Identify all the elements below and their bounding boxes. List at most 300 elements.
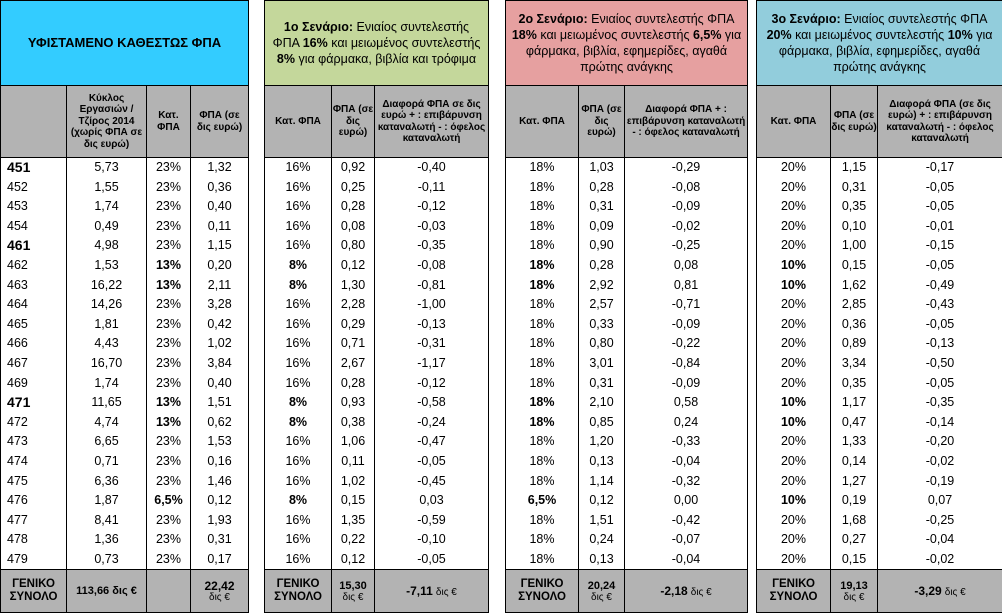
title-part: 8% — [277, 52, 295, 66]
table-cell-turnover: 0,49 — [67, 217, 146, 237]
table-cell-diff: -0,59 — [375, 511, 488, 531]
table-cell-rate: 18% — [506, 550, 578, 570]
table-cell-rate: 6,5% — [506, 491, 578, 511]
table-cell-diff: -0,09 — [625, 315, 747, 335]
table-cell-rate: 16% — [265, 158, 331, 178]
table-cell-vat: 0,15 — [831, 550, 877, 570]
table-cell-rate: 23% — [147, 158, 190, 178]
title-part: 3ο Σενάριο: — [772, 12, 841, 26]
table-cell-vat: 2,92 — [579, 276, 624, 296]
title-part: 1ο Σενάριο: — [284, 20, 353, 34]
table-cell-rate: 18% — [506, 178, 578, 198]
existing-panel-title: ΥΦΙΣΤΑΜΕΝΟ ΚΑΘΕΣΤΩΣ ΦΠΑ — [1, 1, 249, 86]
table-cell-rate: 10% — [757, 393, 830, 413]
table-cell-rate: 23% — [147, 178, 190, 198]
table-cell-vat: 0,29 — [332, 315, 374, 335]
vat-column — [332, 158, 375, 570]
table-cell-vat: 3,84 — [191, 354, 248, 374]
rate-column — [757, 158, 831, 570]
table-cell-vat: 1,27 — [831, 472, 877, 492]
table-cell-rate: 20% — [757, 197, 830, 217]
table-cell-rate: 18% — [506, 354, 578, 374]
total-label: ΓΕΝΙΚΟ ΣΥΝΟΛΟ — [757, 570, 831, 613]
table-cell-vat: 0,15 — [332, 491, 374, 511]
table-cell-rate: 18% — [506, 511, 578, 531]
table-cell-diff: -0,40 — [375, 158, 488, 178]
table-cell-vat: 0,12 — [579, 491, 624, 511]
total-difference: -3,29 δις € — [878, 570, 1002, 613]
table-cell-rate: 18% — [506, 374, 578, 394]
table-cell-rate: 13% — [147, 393, 190, 413]
table-cell-turnover: 6,65 — [67, 432, 146, 452]
total-label: ΓΕΝΙΚΟ ΣΥΝΟΛΟ — [265, 570, 332, 613]
table-cell-vat: 0,36 — [831, 315, 877, 335]
table-cell-rate: 23% — [147, 315, 190, 335]
existing-vat-panel — [0, 0, 249, 613]
table-cell-rate: 16% — [265, 295, 331, 315]
table-cell-diff: -0,05 — [878, 197, 1002, 217]
col-vat-amount: ΦΠΑ (σε δις ευρώ) — [191, 86, 249, 158]
table-cell-code: 467 — [1, 354, 66, 374]
table-cell-code: 477 — [1, 511, 66, 531]
table-cell-turnover: 1,55 — [67, 178, 146, 198]
table-cell-code: 452 — [1, 178, 66, 198]
table-cell-rate: 18% — [506, 217, 578, 237]
table-cell-rate: 8% — [265, 393, 331, 413]
table-cell-vat: 1,46 — [191, 472, 248, 492]
table-cell-turnover: 11,65 — [67, 393, 146, 413]
table-cell-vat: 0,17 — [191, 550, 248, 570]
table-cell-vat: 0,20 — [191, 256, 248, 276]
table-cell-vat: 0,89 — [831, 334, 877, 354]
table-cell-rate: 20% — [757, 158, 830, 178]
table-cell-vat: 0,15 — [831, 256, 877, 276]
table-cell-rate: 23% — [147, 511, 190, 531]
table-cell-rate: 16% — [265, 374, 331, 394]
table-cell-turnover: 4,74 — [67, 413, 146, 433]
table-cell-rate: 18% — [506, 236, 578, 256]
table-cell-vat: 0,28 — [579, 256, 624, 276]
table-cell-vat: 2,67 — [332, 354, 374, 374]
table-cell-diff: 0,00 — [625, 491, 747, 511]
table-cell-vat: 1,20 — [579, 432, 624, 452]
col-vat-rate: Κατ. ΦΠΑ — [265, 86, 332, 158]
table-cell-rate: 20% — [757, 374, 830, 394]
table-cell-diff: 0,58 — [625, 393, 747, 413]
table-cell-code: 454 — [1, 217, 66, 237]
table-cell-rate: 16% — [265, 511, 331, 531]
table-cell-diff: -0,12 — [375, 374, 488, 394]
table-cell-diff: -0,01 — [878, 217, 1002, 237]
table-cell-code: 461 — [1, 236, 66, 256]
table-cell-diff: -0,43 — [878, 295, 1002, 315]
table-cell-turnover: 1,36 — [67, 530, 146, 550]
total-vat: 22,42 δις € — [191, 570, 249, 613]
table-cell-diff: -0,13 — [375, 315, 488, 335]
table-cell-rate: 10% — [757, 491, 830, 511]
table-cell-vat: 0,40 — [191, 197, 248, 217]
table-cell-vat: 1,02 — [332, 472, 374, 492]
table-cell-vat: 0,80 — [332, 236, 374, 256]
table-cell-rate: 20% — [757, 511, 830, 531]
table-cell-vat: 1,62 — [831, 276, 877, 296]
table-cell-rate: 23% — [147, 217, 190, 237]
table-cell-code: 473 — [1, 432, 66, 452]
title-part: Ενιαίος συντελεστής ΦΠΑ — [273, 20, 469, 50]
table-cell-rate: 20% — [757, 550, 830, 570]
table-cell-diff: -0,71 — [625, 295, 747, 315]
table-cell-rate: 20% — [757, 236, 830, 256]
table-cell-rate: 16% — [265, 236, 331, 256]
table-cell-rate: 23% — [147, 530, 190, 550]
table-cell-vat: 3,28 — [191, 295, 248, 315]
table-cell-code: 451 — [1, 158, 66, 178]
table-cell-code: 475 — [1, 472, 66, 492]
table-cell-diff: -0,07 — [625, 530, 747, 550]
table-cell-diff: -0,09 — [625, 197, 747, 217]
table-cell-diff: -0,50 — [878, 354, 1002, 374]
table-cell-vat: 1,53 — [191, 432, 248, 452]
table-cell-turnover: 4,98 — [67, 236, 146, 256]
table-cell-diff: -0,05 — [375, 452, 488, 472]
table-cell-diff: 0,81 — [625, 276, 747, 296]
col-vat-difference: Διαφορά ΦΠΑ + : επιβάρυνση καταναλωτή - : όφελος καταναλωτή — [625, 86, 748, 158]
table-cell-diff: -0,45 — [375, 472, 488, 492]
title-part: 2ο Σενάριο: — [519, 12, 588, 26]
table-cell-vat: 1,93 — [191, 511, 248, 531]
table-cell-turnover: 1,81 — [67, 315, 146, 335]
table-cell-rate: 20% — [757, 354, 830, 374]
table-cell-diff: -0,29 — [625, 158, 747, 178]
table-cell-vat: 1,51 — [191, 393, 248, 413]
table-cell-vat: 2,85 — [831, 295, 877, 315]
scenario-3-panel — [756, 0, 1002, 613]
table-cell-diff: -1,17 — [375, 354, 488, 374]
title-part: 18% — [512, 28, 537, 42]
table-cell-diff: -0,04 — [625, 550, 747, 570]
table-cell-vat: 0,16 — [191, 452, 248, 472]
table-cell-rate: 10% — [757, 256, 830, 276]
table-cell-vat: 0,31 — [579, 374, 624, 394]
table-cell-diff: -0,47 — [375, 432, 488, 452]
table-cell-code: 464 — [1, 295, 66, 315]
table-cell-turnover: 16,70 — [67, 354, 146, 374]
table-cell-rate: 16% — [265, 217, 331, 237]
table-cell-rate: 18% — [506, 452, 578, 472]
table-cell-rate: 13% — [147, 256, 190, 276]
title-part: Ενιαίος συντελεστής ΦΠΑ — [841, 12, 988, 26]
total-vat: 15,30 δις € — [332, 570, 375, 613]
table-cell-rate: 20% — [757, 530, 830, 550]
table-cell-diff: -0,32 — [625, 472, 747, 492]
total-label: ΓΕΝΙΚΟ ΣΥΝΟΛΟ — [1, 570, 67, 613]
table-cell-diff: -0,05 — [878, 256, 1002, 276]
table-cell-vat: 1,14 — [579, 472, 624, 492]
table-cell-turnover: 6,36 — [67, 472, 146, 492]
table-cell-rate: 23% — [147, 472, 190, 492]
table-cell-diff: -0,02 — [625, 217, 747, 237]
table-cell-diff: -0,58 — [375, 393, 488, 413]
table-cell-rate: 13% — [147, 413, 190, 433]
table-cell-diff: -0,02 — [878, 452, 1002, 472]
table-cell-rate: 10% — [757, 276, 830, 296]
table-cell-vat: 1,35 — [332, 511, 374, 531]
table-cell-vat: 2,10 — [579, 393, 624, 413]
table-cell-diff: -0,05 — [878, 178, 1002, 198]
table-cell-vat: 0,47 — [831, 413, 877, 433]
table-cell-vat: 0,90 — [579, 236, 624, 256]
table-cell-rate: 6,5% — [147, 491, 190, 511]
table-cell-turnover: 4,43 — [67, 334, 146, 354]
table-cell-rate: 16% — [265, 550, 331, 570]
table-cell-diff: 0,24 — [625, 413, 747, 433]
table-cell-diff: -0,05 — [375, 550, 488, 570]
table-cell-vat: 0,08 — [332, 217, 374, 237]
table-cell-turnover: 1,74 — [67, 197, 146, 217]
table-cell-rate: 16% — [265, 354, 331, 374]
table-cell-vat: 2,11 — [191, 276, 248, 296]
table-cell-turnover: 1,53 — [67, 256, 146, 276]
table-cell-rate: 18% — [506, 393, 578, 413]
table-cell-vat: 1,30 — [332, 276, 374, 296]
table-cell-vat: 0,85 — [579, 413, 624, 433]
table-cell-vat: 0,12 — [332, 256, 374, 276]
table-cell-vat: 0,11 — [332, 452, 374, 472]
table-cell-vat: 0,28 — [332, 197, 374, 217]
title-part: 10% — [948, 28, 973, 42]
table-cell-vat: 1,17 — [831, 393, 877, 413]
table-cell-rate: 18% — [506, 158, 578, 178]
table-cell-diff: -0,31 — [375, 334, 488, 354]
table-cell-diff: -0,14 — [878, 413, 1002, 433]
table-cell-vat: 0,38 — [332, 413, 374, 433]
total-empty — [147, 570, 191, 613]
table-cell-diff: -0,35 — [878, 393, 1002, 413]
table-cell-turnover: 0,71 — [67, 452, 146, 472]
table-cell-diff: -0,15 — [878, 236, 1002, 256]
table-cell-rate: 18% — [506, 530, 578, 550]
scenario-title — [506, 1, 748, 86]
table-cell-diff: -0,42 — [625, 511, 747, 531]
table-cell-code: 466 — [1, 334, 66, 354]
table-cell-code: 472 — [1, 413, 66, 433]
table-cell-diff: -0,22 — [625, 334, 747, 354]
table-cell-rate: 23% — [147, 354, 190, 374]
table-cell-diff: 0,07 — [878, 491, 1002, 511]
table-cell-code: 471 — [1, 393, 66, 413]
table-cell-vat: 0,93 — [332, 393, 374, 413]
table-cell-vat: 0,11 — [191, 217, 248, 237]
table-cell-diff: -0,08 — [625, 178, 747, 198]
table-cell-vat: 0,80 — [579, 334, 624, 354]
table-cell-diff: -0,09 — [625, 374, 747, 394]
table-cell-vat: 1,03 — [579, 158, 624, 178]
table-cell-rate: 23% — [147, 432, 190, 452]
table-cell-rate: 20% — [757, 178, 830, 198]
table-cell-vat: 0,12 — [191, 491, 248, 511]
table-cell-code: 469 — [1, 374, 66, 394]
table-cell-rate: 16% — [265, 432, 331, 452]
table-cell-code: 463 — [1, 276, 66, 296]
table-cell-rate: 23% — [147, 197, 190, 217]
table-cell-diff: -0,84 — [625, 354, 747, 374]
scenario-2-panel — [505, 0, 748, 613]
table-cell-diff: -0,13 — [878, 334, 1002, 354]
table-cell-rate: 18% — [506, 472, 578, 492]
table-cell-diff: -0,20 — [878, 432, 1002, 452]
table-cell-turnover: 16,22 — [67, 276, 146, 296]
table-cell-diff: -0,10 — [375, 530, 488, 550]
table-cell-diff: -1,00 — [375, 295, 488, 315]
table-cell-rate: 16% — [265, 472, 331, 492]
table-cell-vat: 2,28 — [332, 295, 374, 315]
col-turnover: Κύκλος Εργασιών / Τζίρος 2014 (χωρίς ΦΠΑ σε δις ευρώ) — [67, 86, 147, 158]
table-cell-rate: 20% — [757, 217, 830, 237]
title-part: Ενιαίος συντελεστής ΦΠΑ — [588, 12, 735, 26]
total-difference: -7,11 δις € — [375, 570, 489, 613]
total-turnover: 113,66 δις € — [67, 570, 147, 613]
table-cell-diff: -0,25 — [878, 511, 1002, 531]
table-cell-turnover: 1,74 — [67, 374, 146, 394]
table-cell-rate: 16% — [265, 530, 331, 550]
table-cell-diff: -0,25 — [625, 236, 747, 256]
table-cell-vat: 0,33 — [579, 315, 624, 335]
total-vat: 20,24 δις € — [579, 570, 625, 613]
table-cell-rate: 18% — [506, 256, 578, 276]
title-part: 6,5% — [693, 28, 722, 42]
col-vat-rate: Κατ. ΦΠΑ — [147, 86, 191, 158]
table-cell-vat: 1,15 — [191, 236, 248, 256]
difference-column — [375, 158, 489, 570]
table-cell-vat: 1,02 — [191, 334, 248, 354]
rate-column — [147, 158, 191, 570]
total-difference: -2,18 δις € — [625, 570, 748, 613]
title-part: 20% — [767, 28, 792, 42]
table-cell-vat: 0,31 — [831, 178, 877, 198]
title-part: για φάρμακα, βιβλία και τρόφιμα — [295, 52, 476, 66]
table-cell-vat: 0,40 — [191, 374, 248, 394]
table-cell-rate: 20% — [757, 295, 830, 315]
table-cell-vat: 0,28 — [332, 374, 374, 394]
table-cell-rate: 18% — [506, 413, 578, 433]
table-cell-rate: 16% — [265, 197, 331, 217]
table-cell-diff: -0,19 — [878, 472, 1002, 492]
table-cell-vat: 0,13 — [579, 452, 624, 472]
table-cell-vat: 0,09 — [579, 217, 624, 237]
table-cell-code: 462 — [1, 256, 66, 276]
table-cell-turnover: 0,73 — [67, 550, 146, 570]
table-cell-code: 478 — [1, 530, 66, 550]
table-cell-vat: 0,27 — [831, 530, 877, 550]
col-vat-amount: ΦΠΑ (σε δις ευρώ) — [332, 86, 375, 158]
table-cell-vat: 0,42 — [191, 315, 248, 335]
table-cell-rate: 13% — [147, 276, 190, 296]
table-cell-rate: 23% — [147, 334, 190, 354]
col-vat-difference: Διαφορά ΦΠΑ σε δις ευρώ + : επιβάρυνση καταναλωτή - : όφελος καταναλωτή — [375, 86, 489, 158]
table-cell-vat: 1,33 — [831, 432, 877, 452]
table-cell-rate: 16% — [265, 178, 331, 198]
col-vat-difference: Διαφορά ΦΠΑ (σε δις ευρώ) + : επιβάρυνση καταναλωτή - : όφελος καταναλωτή — [878, 86, 1002, 158]
table-cell-diff: -0,04 — [878, 530, 1002, 550]
table-cell-vat: 2,57 — [579, 295, 624, 315]
table-cell-rate: 18% — [506, 276, 578, 296]
table-cell-rate: 23% — [147, 550, 190, 570]
col-code — [1, 86, 67, 158]
table-cell-diff: -0,11 — [375, 178, 488, 198]
table-cell-vat: 0,12 — [332, 550, 374, 570]
difference-column — [878, 158, 1002, 570]
table-cell-vat: 3,01 — [579, 354, 624, 374]
table-cell-vat: 0,31 — [579, 197, 624, 217]
table-cell-vat: 0,28 — [579, 178, 624, 198]
table-cell-code: 474 — [1, 452, 66, 472]
table-cell-vat: 1,15 — [831, 158, 877, 178]
table-cell-rate: 8% — [265, 491, 331, 511]
scenario-1-panel — [264, 0, 489, 613]
table-cell-turnover: 1,87 — [67, 491, 146, 511]
table-cell-diff: -0,05 — [878, 315, 1002, 335]
table-cell-vat: 1,06 — [332, 432, 374, 452]
table-cell-turnover: 14,26 — [67, 295, 146, 315]
table-cell-diff: -0,35 — [375, 236, 488, 256]
table-cell-turnover: 5,73 — [67, 158, 146, 178]
table-cell-diff: -0,08 — [375, 256, 488, 276]
table-cell-vat: 0,10 — [831, 217, 877, 237]
table-cell-diff: -0,33 — [625, 432, 747, 452]
table-cell-rate: 16% — [265, 334, 331, 354]
table-cell-code: 465 — [1, 315, 66, 335]
table-cell-rate: 18% — [506, 295, 578, 315]
table-cell-vat: 0,19 — [831, 491, 877, 511]
table-cell-rate: 18% — [506, 315, 578, 335]
table-cell-diff: -0,24 — [375, 413, 488, 433]
table-cell-vat: 1,51 — [579, 511, 624, 531]
vat-column — [191, 158, 249, 570]
table-cell-vat: 0,14 — [831, 452, 877, 472]
table-cell-code: 476 — [1, 491, 66, 511]
title-part: για φάρμακα, βιβλία, εφημερίδες, αγαθά πρώτης ανάγκης — [526, 28, 741, 74]
table-cell-vat: 0,36 — [191, 178, 248, 198]
table-cell-rate: 20% — [757, 452, 830, 472]
title-part: και μειωμένος συντελεστής — [792, 28, 948, 42]
vat-column — [579, 158, 625, 570]
table-cell-code: 453 — [1, 197, 66, 217]
table-cell-turnover: 8,41 — [67, 511, 146, 531]
table-cell-vat: 0,62 — [191, 413, 248, 433]
table-cell-vat: 1,00 — [831, 236, 877, 256]
table-cell-rate: 20% — [757, 432, 830, 452]
table-cell-vat: 3,34 — [831, 354, 877, 374]
turnover-column — [67, 158, 147, 570]
table-cell-diff: -0,81 — [375, 276, 488, 296]
scenario-title — [265, 1, 489, 86]
table-cell-rate: 8% — [265, 413, 331, 433]
table-cell-vat: 0,25 — [332, 178, 374, 198]
table-cell-rate: 20% — [757, 472, 830, 492]
table-cell-diff: -0,02 — [878, 550, 1002, 570]
table-cell-rate: 23% — [147, 452, 190, 472]
codes-column — [1, 158, 67, 570]
table-cell-rate: 23% — [147, 295, 190, 315]
title-part: για φάρμακα, βιβλία, εφημερίδες, αγαθά πρώτης ανάγκης — [779, 28, 993, 74]
table-cell-diff: 0,08 — [625, 256, 747, 276]
title-part: και μειωμένος συντελεστής — [537, 28, 693, 42]
rate-column — [506, 158, 579, 570]
table-cell-vat: 0,92 — [332, 158, 374, 178]
table-cell-vat: 0,71 — [332, 334, 374, 354]
table-cell-rate: 16% — [265, 315, 331, 335]
rate-column — [265, 158, 332, 570]
